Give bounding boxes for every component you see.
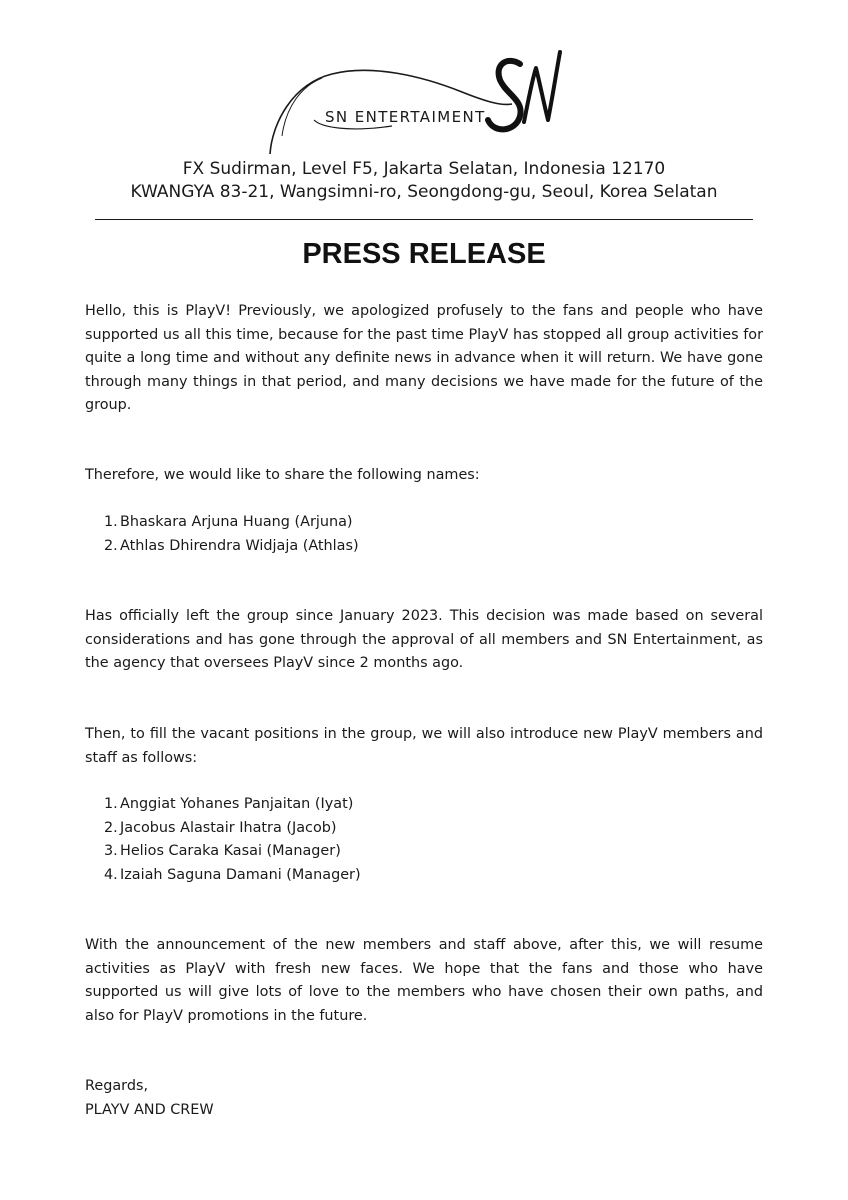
share-names-paragraph: Therefore, we would like to share the following names: xyxy=(85,467,480,483)
sn-entertainment-logo xyxy=(262,44,582,160)
list-number: 1. xyxy=(104,514,118,530)
signature-text: PLAYV AND CREW xyxy=(85,1102,214,1118)
list-item xyxy=(85,793,361,817)
intro-paragraph: Hello, this is PlayV! Previously, we apologized profusely to the fans and people who have supported us all this time, because for the past time PlayV has stopped all group activities for quite a long time and without any definite news in advance when it will return. We have gone through many things in that period, and many decisions we have made for the future of the group. xyxy=(85,303,763,414)
list-item xyxy=(85,511,359,535)
regards-text: Regards, xyxy=(85,1078,149,1094)
member-name: Bhaskara Arjuna Huang (Arjuna) xyxy=(120,514,353,530)
member-name: Anggiat Yohanes Panjaitan (Iyat) xyxy=(120,796,354,812)
new-members-intro-paragraph: Then, to fill the vacant positions in the group, we will also introduce new PlayV members and staff as follows: xyxy=(85,726,763,766)
closing-paragraph: With the announcement of the new members and staff above, after this, we will resume activities as PlayV with fresh new faces. We hope that the fans and those who have supported us will give lots of love to the members who have chosen their own paths, and also for PlayV promotions in the future. xyxy=(85,937,763,1024)
list-item xyxy=(85,535,359,559)
member-name: Helios Caraka Kasai (Manager) xyxy=(120,843,341,860)
member-name: Izaiah Saguna Damani (Manager) xyxy=(120,866,361,883)
list-number: 2. xyxy=(104,819,118,836)
new-members-list xyxy=(85,793,361,887)
list-number: 3. xyxy=(104,843,118,860)
document-title: PRESS RELEASE xyxy=(302,238,546,270)
list-item xyxy=(85,840,361,864)
company-name: SN ENTERTAIMENT xyxy=(325,108,486,126)
header-divider xyxy=(95,219,753,220)
list-number: 2. xyxy=(104,537,118,554)
address-line-seoul: KWANGYA 83-21, Wangsimni-ro, Seongdong-gu, Seoul, Korea Selatan xyxy=(130,182,718,202)
address-line-jakarta: FX Sudirman, Level F5, Jakarta Selatan, Indonesia 12170 xyxy=(182,159,666,179)
member-name: Athlas Dhirendra Widjaja (Athlas) xyxy=(120,537,359,554)
list-item xyxy=(85,817,361,841)
member-name: Jacobus Alastair Ihatra (Jacob) xyxy=(120,819,337,836)
list-number: 4. xyxy=(104,866,118,883)
departure-paragraph: Has officially left the group since January 2023. This decision was made based on several considerations and has gone through the approval of all members and SN Entertainment, as the agency that oversees PlayV since 2 months ago. xyxy=(85,608,763,672)
list-item xyxy=(85,864,361,888)
departed-members-list xyxy=(85,511,359,558)
list-number: 1. xyxy=(104,796,118,812)
